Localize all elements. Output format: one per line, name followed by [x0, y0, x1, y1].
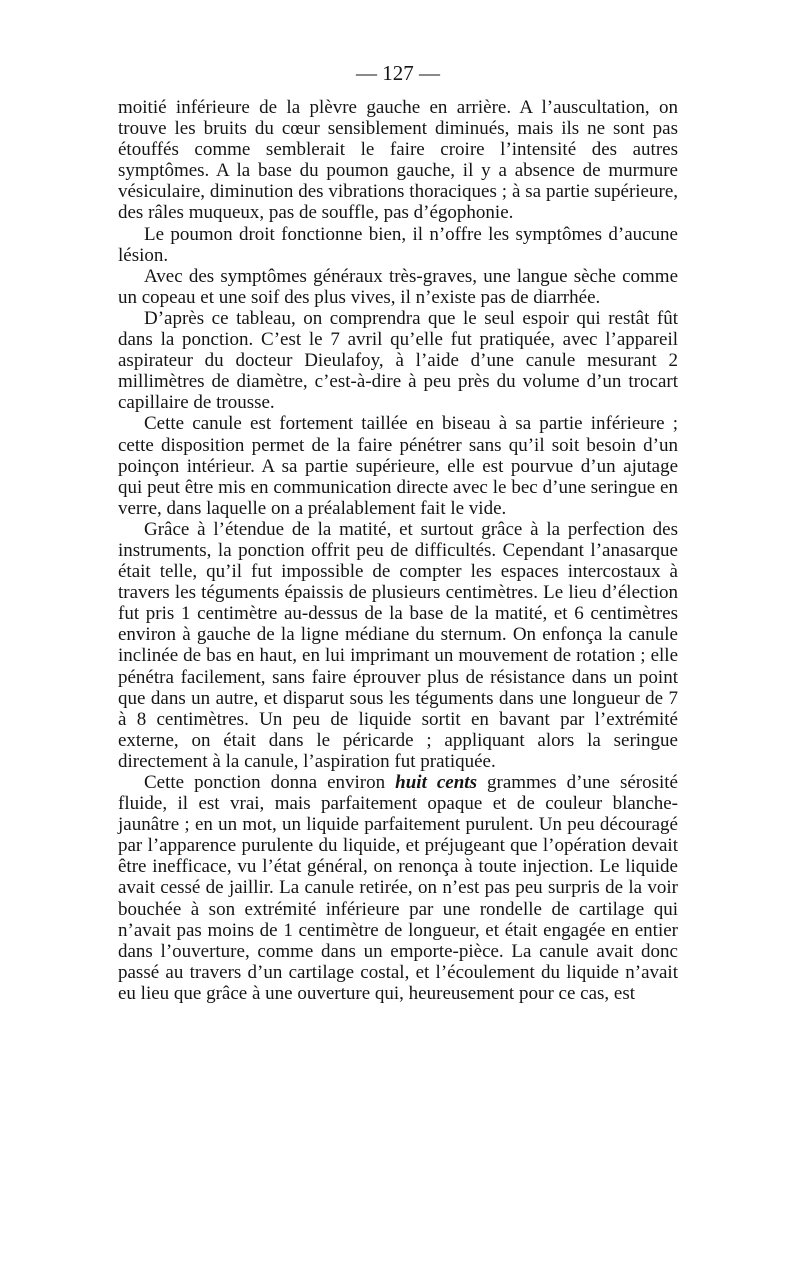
paragraph: D’après ce tableau, on comprendra que le seul espoir qui restât fût dans la ponction. C’est le 7 avril qu’elle fut pratiquée, avec l’appareil aspirateur du docteur Dieulafoy, à l’aide d’une canule mesurant 2 millimètres de diamètre, c’est-à-dire à peu près du volume d’un trocart capillaire de trousse. [118, 307, 678, 414]
paragraph-text-start: Cette ponction donna environ [144, 772, 396, 793]
paragraph [118, 772, 678, 1004]
paragraph: Le poumon droit fonctionne bien, il n’offre les symptômes d’aucune lésion. [118, 223, 678, 266]
paragraph: moitié inférieure de la plèvre gauche en arrière. A l’auscultation, on trouve les bruits du cœur sensiblement diminués, mais ils ne sont pas étouffés comme semblerait le faire croire l’intensité des autres symptômes. A la base du poumon gauche, il y a absence de murmure vésiculaire, diminution des vibrations thoraciques ; à sa partie supérieure, des râles muqueux, pas de souffle, pas d’égophonie. [118, 97, 678, 224]
paragraph: Cette canule est fortement taillée en biseau à sa partie inférieure ; cette disposition permet de la faire pénétrer sans qu’il soit besoin d’un poinçon intérieur. A sa partie supérieure, elle est pourvue d’un ajutage qui peut être mis en communication directe avec le bec d’une seringue en verre, dans laquelle on a préalablement fait le vide. [118, 413, 678, 519]
emphasized-quantity: huit cents [395, 772, 477, 793]
paragraph-text-end: grammes d’une sérosité fluide, il est vrai, mais parfaitement opaque et de couleur blanche-jaunâtre ; en un mot, un liquide parfaitement purulent. Un peu découragé par l’apparence purulente du liquide, et préjugeant que l’opération devait être inefficace, vu l’état général, on renonça à toute injection. Le liquide avait cessé de jaillir. La canule retirée, on n’est pas peu surpris de la voir bouchée à son extrémité inférieure par une rondelle de cartilage qui n’avait pas moins de 1 centimètre de longueur, et était engagée en entier dans l’ouverture, comme dans un emporte-pièce. La canule avait donc passé au travers d’un cartilage costal, et l’écoulement du liquide n’avait eu lieu que grâce à une ouverture qui, heureusement pour ce cas, est [118, 772, 678, 1004]
page-number: — 127 — [356, 61, 440, 85]
paragraph: Grâce à l’étendue de la matité, et surtout grâce à la perfection des instruments, la ponction offrit peu de difficultés. Cependant l’anasarque était telle, qu’il fut impossible de compter les espaces intercostaux à travers les téguments épaissis de plusieurs centimètres. Le lieu d’élection fut pris 1 centimètre au-dessus de la base de la matité, et 6 centimètres environ à gauche de la ligne médiane du sternum. On enfonça la canule inclinée de bas en haut, en lui imprimant un mouvement de rotation ; elle pénétra facilement, sans faire éprouver plus de résistance dans un point que dans un autre, et disparut sous les téguments dans une longueur de 7 à 8 centimètres. Un peu de liquide sortit en bavant par l’extrémité externe, on était dans le péricarde ; appliquant alors la seringue directement à la canule, l’aspiration fut pratiquée. [118, 518, 678, 772]
paragraph: Avec des symptômes généraux très-graves, une langue sèche comme un copeau et une soif des plus vives, il n’existe pas de diarrhée. [118, 265, 678, 308]
book-page [118, 60, 678, 1004]
